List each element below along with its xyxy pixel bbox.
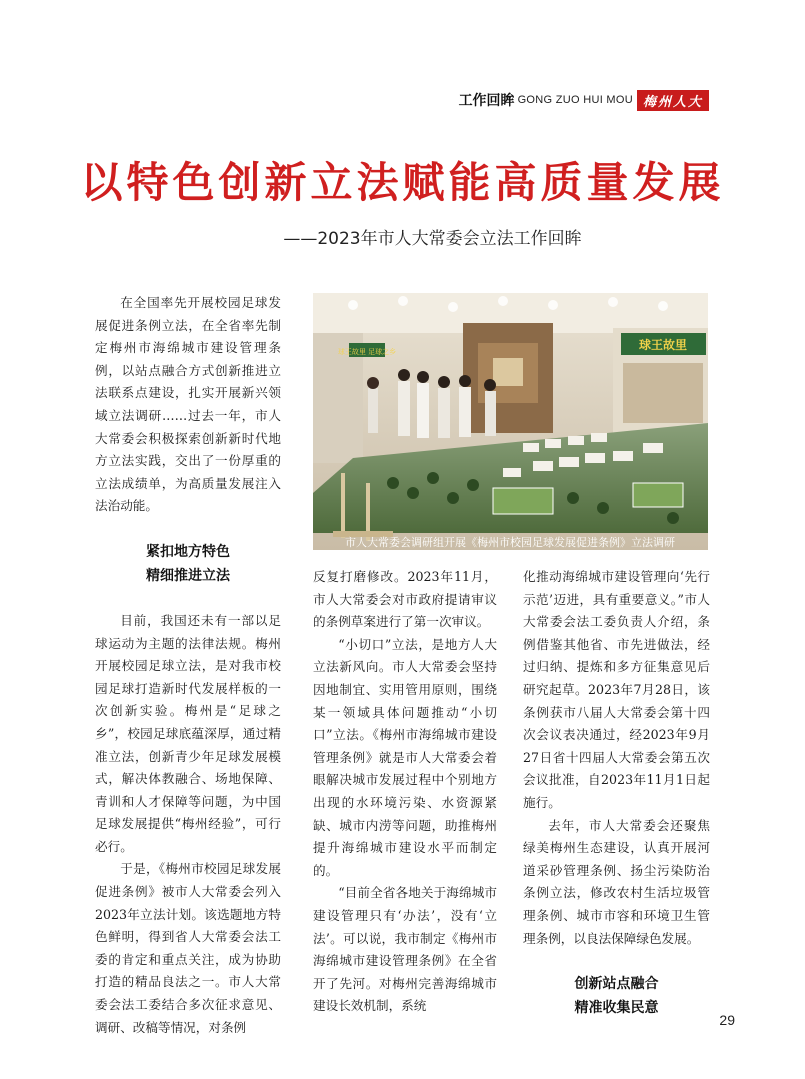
column-1 <box>95 292 281 1039</box>
section-heading-2-line2: 精准收集民意 <box>574 1000 659 1017</box>
body-paragraph: 去年，市人大常委会还聚焦绿美梅州生态建设，认真开展河道采砂管理条例、扬尘污染防治条例立法，修改农村生活垃圾管理条例、城市市容和环境卫生管理条例，以良法保障绿色发展。 <box>523 817 710 946</box>
column-3 <box>523 566 710 1020</box>
body-paragraph: “小切口”立法，是地方人大立法新风向。市人大常委会坚持因地制宜、实用管用原则，围绕某一领域具体问题推动“小切口”立法。《梅州市海绵城市建设管理条例》就是市人大常委会着眼解决城市发展过程中个别地方出现的水环境污染、水资源紧缺、城市内涝等问题，助推梅州提升海绵城市建设水平而制定的。 <box>313 636 497 878</box>
section-heading-2 <box>523 972 710 1020</box>
sign-text-right: 球王故里 <box>638 338 688 352</box>
body-paragraph: 化推动海绵城市建设管理向‘先行示范’迈进，具有重要意义。”市人大常委会法工委负责人介绍，条例借鉴其他省、市先进做法，经过归纳、提炼和多方征集意见后研究起草。2023年7月28日，该条例获市八届人大常委会第十四次会议表决通过，经2023年9月27日省十四届人大常委会第五次会议批准，自2023年11月1日起施行。 <box>523 569 710 810</box>
article-photo <box>313 293 708 550</box>
photo-caption: 市人大常委会调研组开展《梅州市校园足球发展促进条例》立法调研 <box>345 536 675 549</box>
page-number: 29 <box>719 1012 735 1028</box>
page-header <box>459 90 709 110</box>
section-heading-1-line1: 紧扣地方特色 <box>146 543 230 560</box>
sign-text-left: 球王故里 足球之乡 <box>337 348 397 356</box>
body-paragraph: 反复打磨修改。2023年11月，市人大常委会对市政府提请审议的条例草案进行了第一次审议。 <box>313 569 497 630</box>
section-heading-1-line2: 精细推进立法 <box>146 567 230 584</box>
section-heading-1 <box>95 540 281 588</box>
body-paragraph: “目前全省各地关于海绵城市建设管理只有‘办法’，没有‘立法’。可以说，我市制定《梅州市海绵城市建设管理条例》在全省开了先河。对梅州完善海绵城市建设长效机制，系统 <box>313 885 497 1014</box>
body-paragraph: 于是，《梅州市校园足球发展促进条例》被市人大常委会列入2023年立法计划。该选题地方特色鲜明，得到省人大常委会法工委的肯定和重点关注，成为协助打造的精品良法之一。市人大常委会法工委结合多次征求意见、调研、改稿等情况，对条例 <box>95 861 281 1035</box>
section-name: 工作回眸 <box>458 93 515 109</box>
photo-illustration <box>313 293 708 550</box>
intro-paragraph: 在全国率先开展校园足球发展促进条例立法，在全省率先制定梅州市海绵城市建设管理条例，以站点融合方式创新推进立法联系点建设，扎实开展新兴领域立法调研……过去一年，市人大常委会积极探索创新新时代地方立法实践，交出了一份厚重的立法成绩单，为高质量发展注入法治动能。 <box>95 295 281 514</box>
section-pinyin: GONG ZUO HUI MOU <box>517 94 633 106</box>
body-paragraph: 目前，我国还未有一部以足球运动为主题的法律法规。梅州开展校园足球立法，是对我市校园足球打造新时代发展样板的一次创新实验。梅州是“足球之乡”，校园足球底蕴深厚，通过精准立法，创新青少年足球发展模式，解决体教融合、场地保障、青训和人才保障等问题，为中国足球发展提供“梅州经验”，可行必行。 <box>95 612 281 854</box>
magazine-logo: 梅州人大 <box>637 90 709 111</box>
article-subtitle: ——2023年市人大常委会立法工作回眸 <box>283 229 582 249</box>
column-2 <box>313 566 497 1018</box>
article-title: 以特色创新立法赋能高质量发展 <box>80 158 725 207</box>
section-heading-2-line1: 创新站点融合 <box>574 976 659 993</box>
